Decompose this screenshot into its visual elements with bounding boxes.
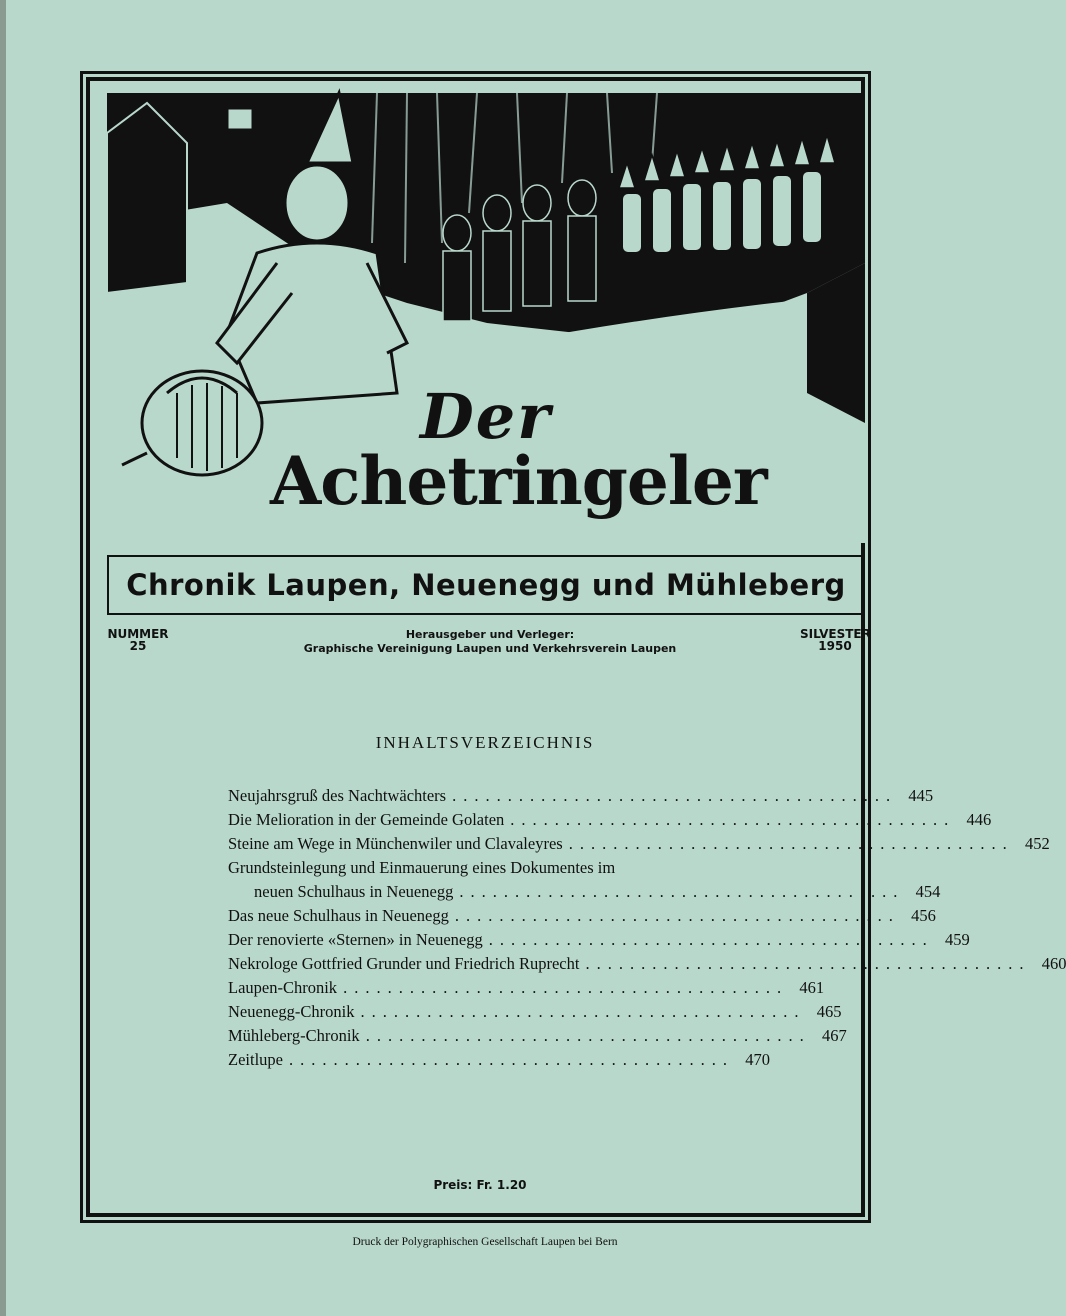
issue-date	[800, 628, 870, 652]
toc-entry-page: 454	[915, 882, 941, 901]
toc-leader: ........................................	[288, 1050, 734, 1069]
masthead-title	[270, 380, 840, 540]
toc-leader: ........................................	[343, 978, 789, 997]
toc-entry-page: 467	[821, 1026, 847, 1045]
publisher-label: Herausgeber und Verleger:	[405, 628, 575, 641]
toc-entry-title: Neuenegg-Chronik	[228, 1002, 355, 1021]
issue-number-label: NUMMER	[107, 627, 169, 641]
price-label: Preis: Fr. 1.20	[433, 1178, 527, 1192]
masthead-title-main: Achetringeler	[270, 442, 767, 520]
toc-leader: ........................................	[360, 1002, 806, 1021]
toc-leader: ........................................	[568, 834, 1014, 853]
toc-entry-title: neuen Schulhaus in Neuenegg	[254, 882, 454, 901]
toc-entry-title: Die Melioration in der Gemeinde Golaten	[228, 810, 505, 829]
toc-entry-title: Mühleberg-Chronik	[228, 1026, 360, 1045]
printer-footer: Druck der Polygraphischen Gesellschaft Laupen bei Bern	[352, 1236, 618, 1248]
toc-entry-page: 459	[945, 930, 970, 949]
masthead-title-top: Der	[420, 380, 552, 453]
toc-entry	[228, 952, 1066, 976]
toc-entry	[228, 856, 740, 880]
toc-entry	[228, 1024, 847, 1048]
toc-entry-page: 445	[908, 786, 934, 805]
toc-leader: ........................................	[510, 810, 956, 829]
issue-date-label: SILVESTER	[800, 627, 871, 641]
toc-entry-title: Nekrologe Gottfried Grunder und Friedrich Ruprecht	[228, 954, 580, 973]
toc-entry-title: Der renovierte «Sternen» in Neuenegg	[228, 930, 483, 949]
toc-leader: ........................................	[365, 1026, 811, 1045]
toc-entry-title: Neujahrsgruß des Nachtwächters	[228, 786, 447, 805]
toc-heading: INHALTSVERZEICHNIS	[375, 733, 595, 752]
toc-entry-page: 456	[911, 906, 936, 925]
issue-number	[107, 628, 169, 652]
toc-leader: ........................................	[452, 786, 898, 805]
masthead-subtitle: Chronik Laupen, Neuenegg und Mühleberg	[107, 555, 865, 615]
toc-entry-page: 446	[966, 810, 992, 829]
toc-entry-page: 470	[745, 1050, 770, 1069]
toc-entry-title: Zeitlupe	[228, 1050, 283, 1069]
toc-entry-title: Steine am Wege in Münchenwiler und Clavaleyres	[228, 834, 563, 853]
publisher-block	[300, 628, 680, 656]
table-of-contents	[228, 784, 1066, 1072]
toc-entry	[228, 1048, 770, 1072]
publisher-name: Graphische Vereinigung Laupen und Verkehrsverein Laupen	[303, 642, 677, 655]
issue-number-value: 25	[129, 639, 147, 653]
toc-entry-title: Grundsteinlegung und Einmauerung eines Dokumentes im	[228, 858, 616, 877]
toc-entry	[228, 808, 992, 832]
toc-leader: ........................................	[454, 906, 900, 925]
toc-entry-page: 460	[1041, 954, 1066, 973]
toc-entry	[228, 784, 934, 808]
toc-entry	[228, 832, 1050, 856]
toc-entry-page: 465	[816, 1002, 842, 1021]
toc-entry	[228, 904, 936, 928]
toc-entry	[228, 976, 825, 1000]
toc-entry-title: Das neue Schulhaus in Neuenegg	[228, 906, 449, 925]
toc-entry	[228, 928, 970, 952]
toc-entry	[228, 1000, 842, 1024]
issue-year: 1950	[818, 639, 852, 653]
toc-leader: ........................................	[488, 930, 934, 949]
toc-entry-page: 461	[799, 978, 825, 997]
toc-leader: ........................................	[459, 882, 905, 901]
toc-leader: ........................................	[585, 954, 1031, 973]
toc-entry-page: 452	[1024, 834, 1050, 853]
toc-entry	[228, 880, 941, 904]
toc-entry-title: Laupen-Chronik	[228, 978, 338, 997]
